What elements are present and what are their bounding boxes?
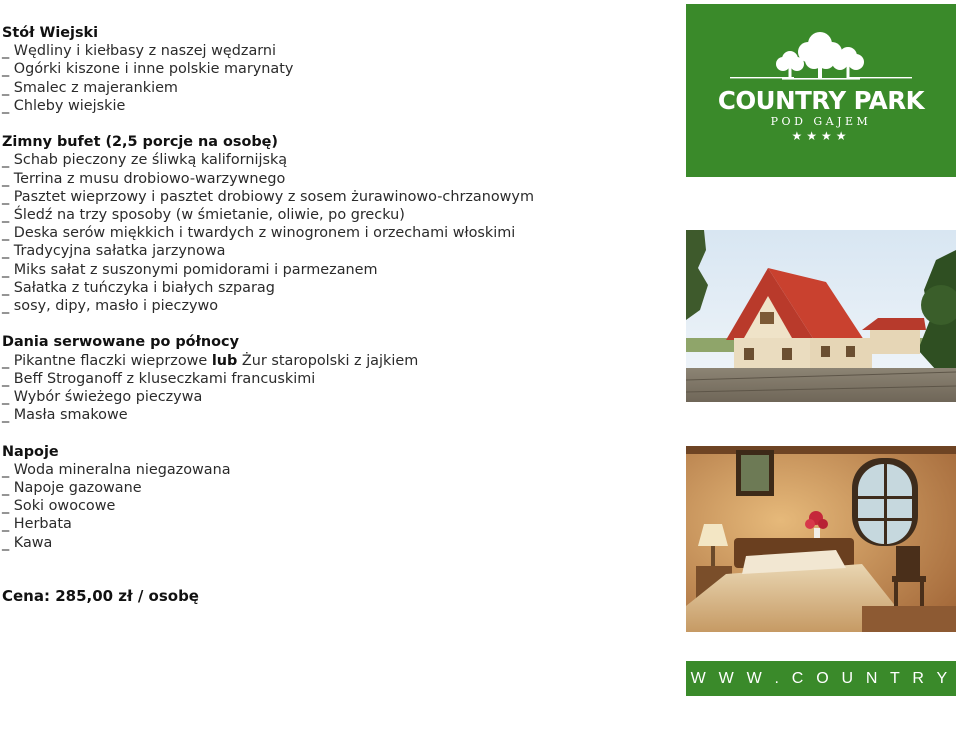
country-park-logo	[686, 4, 956, 177]
list-item: _ Woda mineralna niegazowana	[2, 461, 231, 478]
list-item: _ Pasztet wieprzowy i pasztet drobiowy z sosem żurawinowo-chrzanowym	[2, 188, 534, 205]
website-link[interactable]: W W W . C O U N T R Y P A R K . P L	[686, 661, 956, 696]
list-item: _ Miks sałat z suszonymi pomidorami i parmezanem	[2, 261, 378, 278]
list-item: _ Herbata	[2, 516, 72, 533]
list-item: _ Ogórki kiszone i inne polskie marynaty	[2, 61, 294, 78]
list-item: _ Kawa	[2, 534, 53, 551]
section-title: Napoje	[2, 443, 59, 460]
brand-subtitle: POD GAJEM	[770, 115, 872, 128]
list-item	[2, 352, 662, 370]
farmhouse-photo	[686, 230, 956, 402]
price-label: Cena: 285,00 zł / osobę	[2, 587, 199, 605]
list-item: _ Soki owocowe	[2, 498, 116, 515]
list-item: _ Masła smakowe	[2, 407, 128, 424]
list-item: _ Smalec z majerankiem	[2, 79, 178, 96]
list-item: _ Sałatka z tuńczyka i białych szparag	[2, 279, 275, 296]
item-text: _ Pikantne flaczki wieprzowe	[2, 352, 212, 369]
list-item: _ Napoje gazowane	[2, 480, 142, 497]
brand-name: COUNTRY PARK	[717, 86, 925, 115]
list-item: _ Tradycyjna sałatka jarzynowa	[2, 243, 226, 260]
section-title: Zimny bufet (2,5 porcje na osobę)	[2, 134, 278, 151]
menu-list	[2, 24, 662, 552]
list-item: _ Chleby wiejskie	[2, 97, 126, 114]
list-item: _ Beff Stroganoff z kluseczkami francuskimi	[2, 370, 316, 387]
list-item: _ Wędliny i kiełbasy z naszej wędzarni	[2, 43, 277, 60]
section-title: Dania serwowane po północy	[2, 334, 239, 351]
list-item: _ Schab pieczony ze śliwką kalifornijską	[2, 152, 288, 169]
bedroom-photo	[686, 446, 956, 632]
rating-stars: ★★★★	[791, 129, 851, 143]
list-item: _ Deska serów miękkich i twardych z winogronem i orzechami włoskimi	[2, 225, 516, 242]
list-item: _ Śledź na trzy sposoby (w śmietanie, oliwie, po grecku)	[2, 207, 405, 224]
list-item: _ Terrina z musu drobiowo-warzywnego	[2, 170, 286, 187]
section-title: Stół Wiejski	[2, 25, 99, 41]
item-text: Żur staropolski z jajkiem	[237, 352, 419, 369]
list-item: _ Wybór świeżego pieczywa	[2, 389, 203, 406]
list-item: _ sosy, dipy, masło i pieczywo	[2, 298, 219, 315]
item-bold-connector: lub	[211, 352, 238, 369]
